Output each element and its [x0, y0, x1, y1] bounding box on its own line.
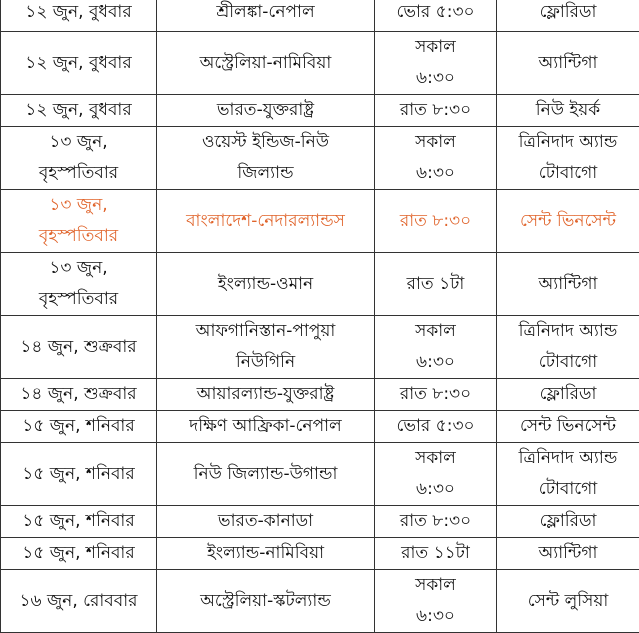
match-cell	[157, 253, 375, 316]
time-cell	[375, 538, 497, 570]
venue-cell	[497, 0, 639, 32]
match-cell-line: ওয়েস্ট ইন্ডিজ-নিউ	[161, 127, 370, 158]
date-cell-line: ১৬ জুন, রোববার	[5, 586, 152, 617]
match-cell-line: ভারত-যুক্তরাষ্ট্র	[161, 95, 370, 126]
table-row	[1, 253, 639, 316]
table-row	[1, 0, 639, 32]
schedule-body	[1, 0, 639, 633]
match-cell-line: ইংল্যান্ড-ওমান	[161, 269, 370, 300]
venue-cell-line: ফ্লোরিডা	[501, 506, 635, 537]
venue-cell-line: ত্রিনিদাদ অ্যান্ড	[501, 127, 635, 158]
table-row	[1, 506, 639, 538]
venue-cell-line: নিউ ইয়র্ক	[501, 95, 635, 126]
date-cell-line: ১২ জুন, বুধবার	[5, 48, 152, 79]
date-cell-line: ১৪ জুন, শুক্রবার	[5, 332, 152, 363]
date-cell	[1, 95, 157, 127]
venue-cell	[497, 32, 639, 95]
time-cell	[375, 0, 497, 32]
date-cell-line: ১২ জুন, বুধবার	[5, 95, 152, 126]
match-cell	[157, 190, 375, 253]
time-cell	[375, 443, 497, 506]
time-cell-line: ৬:৩০	[379, 347, 492, 378]
match-cell	[157, 506, 375, 538]
match-cell-line: অস্ট্রেলিয়া-নামিবিয়া	[161, 48, 370, 79]
match-cell	[157, 538, 375, 570]
table-row	[1, 379, 639, 411]
date-cell	[1, 411, 157, 443]
time-cell	[375, 253, 497, 316]
date-cell-line: ১৩ জুন,	[5, 253, 152, 284]
table-row	[1, 538, 639, 570]
table-row	[1, 316, 639, 379]
time-cell	[375, 316, 497, 379]
venue-cell-line: সেন্ট লুসিয়া	[501, 586, 635, 617]
match-cell-line: দক্ষিণ আফ্রিকা-নেপাল	[161, 411, 370, 442]
match-cell-line: শ্রীলঙ্কা-নেপাল	[161, 0, 370, 28]
time-cell	[375, 411, 497, 443]
time-cell-line: সকাল	[379, 570, 492, 601]
match-cell-line: ইংল্যান্ড-নামিবিয়া	[161, 538, 370, 569]
time-cell-line: রাত ১১টা	[379, 538, 492, 569]
date-cell-line: ১৫ জুন, শনিবার	[5, 459, 152, 490]
table-row	[1, 95, 639, 127]
date-cell	[1, 506, 157, 538]
time-cell-line: ৬:৩০	[379, 474, 492, 505]
time-cell-line: ৬:৩০	[379, 601, 492, 632]
match-cell	[157, 379, 375, 411]
match-cell	[157, 95, 375, 127]
date-cell-line: ১৫ জুন, শনিবার	[5, 411, 152, 442]
date-cell	[1, 253, 157, 316]
match-cell-line: আয়ারল্যান্ড-যুক্তরাষ্ট্র	[161, 379, 370, 410]
match-cell	[157, 316, 375, 379]
venue-cell	[497, 190, 639, 253]
time-cell	[375, 127, 497, 190]
venue-cell	[497, 316, 639, 379]
venue-cell-line: ত্রিনিদাদ অ্যান্ড	[501, 443, 635, 474]
date-cell-line: বৃহস্পতিবার	[5, 221, 152, 252]
match-cell-line: বাংলাদেশ-নেদারল্যান্ডস	[161, 206, 370, 237]
match-cell	[157, 411, 375, 443]
venue-cell-line: টোবাগো	[501, 347, 635, 378]
date-cell-line: ১৪ জুন, শুক্রবার	[5, 379, 152, 410]
date-cell-line: বৃহস্পতিবার	[5, 158, 152, 189]
time-cell	[375, 570, 497, 633]
time-cell	[375, 32, 497, 95]
date-cell	[1, 32, 157, 95]
time-cell-line: রাত ৮:৩০	[379, 506, 492, 537]
venue-cell	[497, 379, 639, 411]
table-row	[1, 190, 639, 253]
venue-cell-line: ফ্লোরিডা	[501, 379, 635, 410]
venue-cell	[497, 506, 639, 538]
venue-cell-line: সেন্ট ভিনসেন্ট	[501, 206, 635, 237]
date-cell	[1, 379, 157, 411]
time-cell-line: ৬:৩০	[379, 158, 492, 189]
match-cell	[157, 0, 375, 32]
table-row	[1, 443, 639, 506]
date-cell-line: ১৩ জুন,	[5, 190, 152, 221]
match-cell	[157, 32, 375, 95]
match-cell-line: আফগানিস্তান-পাপুয়া	[161, 316, 370, 347]
time-cell-line: রাত ১টা	[379, 269, 492, 300]
date-cell	[1, 570, 157, 633]
time-cell-line: সকাল	[379, 316, 492, 347]
match-cell-line: জিল্যান্ড	[161, 158, 370, 189]
time-cell-line: ভোর ৫:৩০	[379, 0, 492, 28]
table-row	[1, 570, 639, 633]
match-cell	[157, 570, 375, 633]
date-cell	[1, 127, 157, 190]
venue-cell-line: অ্যান্টিগা	[501, 538, 635, 569]
table-row	[1, 32, 639, 95]
venue-cell-line: সেন্ট ভিনসেন্ট	[501, 411, 635, 442]
time-cell-line: সকাল	[379, 32, 492, 63]
date-cell	[1, 538, 157, 570]
time-cell-line: ভোর ৫:৩০	[379, 411, 492, 442]
match-cell-line: নিউ জিল্যান্ড-উগান্ডা	[161, 459, 370, 490]
date-cell-line: ১৩ জুন,	[5, 127, 152, 158]
venue-cell-line: ত্রিনিদাদ অ্যান্ড	[501, 316, 635, 347]
match-cell-line: ভারত-কানাডা	[161, 506, 370, 537]
table-row	[1, 127, 639, 190]
time-cell-line: সকাল	[379, 127, 492, 158]
venue-cell-line: ফ্লোরিডা	[501, 0, 635, 28]
venue-cell	[497, 570, 639, 633]
match-cell-line: নিউগিনি	[161, 347, 370, 378]
venue-cell	[497, 411, 639, 443]
match-cell	[157, 443, 375, 506]
venue-cell-line: অ্যান্টিগা	[501, 269, 635, 300]
venue-cell	[497, 127, 639, 190]
venue-cell-line: টোবাগো	[501, 158, 635, 189]
match-cell	[157, 127, 375, 190]
venue-cell	[497, 443, 639, 506]
time-cell	[375, 379, 497, 411]
date-cell	[1, 0, 157, 32]
time-cell	[375, 190, 497, 253]
date-cell	[1, 316, 157, 379]
time-cell-line: রাত ৮:৩০	[379, 379, 492, 410]
date-cell-line: বৃহস্পতিবার	[5, 284, 152, 315]
date-cell-line: ১৫ জুন, শনিবার	[5, 506, 152, 537]
venue-cell	[497, 253, 639, 316]
venue-cell-line: টোবাগো	[501, 474, 635, 505]
date-cell	[1, 443, 157, 506]
venue-cell-line: অ্যান্টিগা	[501, 48, 635, 79]
time-cell-line: সকাল	[379, 443, 492, 474]
time-cell	[375, 95, 497, 127]
venue-cell	[497, 538, 639, 570]
time-cell	[375, 506, 497, 538]
match-cell-line: অস্ট্রেলিয়া-স্কটল্যান্ড	[161, 586, 370, 617]
time-cell-line: ৬:৩০	[379, 63, 492, 94]
venue-cell	[497, 95, 639, 127]
date-cell-line: ১২ জুন, বুধবার	[5, 0, 152, 28]
time-cell-line: রাত ৮:৩০	[379, 95, 492, 126]
table-row	[1, 411, 639, 443]
date-cell-line: ১৫ জুন, শনিবার	[5, 538, 152, 569]
date-cell	[1, 190, 157, 253]
time-cell-line: রাত ৮:৩০	[379, 206, 492, 237]
